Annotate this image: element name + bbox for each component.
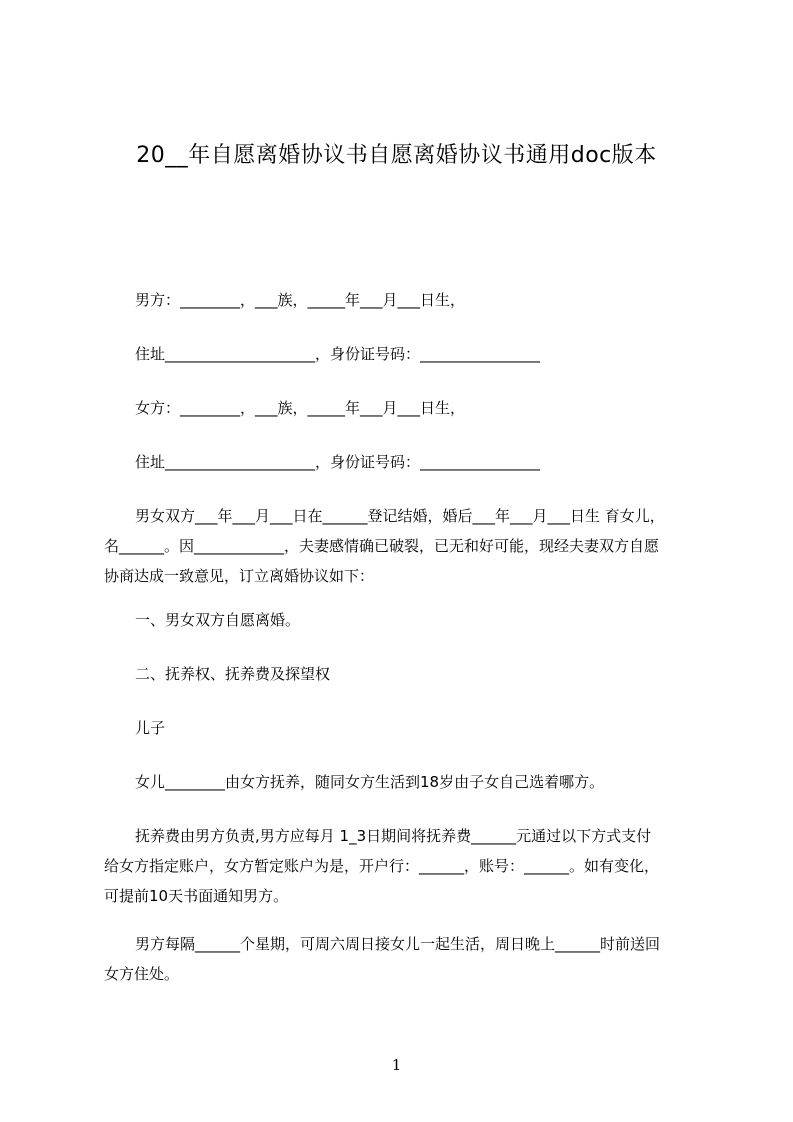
child-support-paragraph [104,821,704,911]
child-support-line-3: 可提前10天书面通知男方。 [104,887,289,905]
man-address-line: 住址____________________，身份证号码：________________ [135,345,541,363]
document-title: 20__年自愿离婚协议书自愿离婚协议书通用doc版本 [136,143,657,168]
man-info-line: 男方：________，___族，_____年___月___日生， [135,291,466,309]
clause-2-heading: 二、抚养权、抚养费及探望权 [135,665,331,683]
marriage-paragraph-line-1: 男女双方___年___月___日在______登记结婚，婚后___年___月___日生 育女儿， [135,507,665,525]
child-support-line-1: 抚养费由男方负责,男方应每月 1_3日期间将抚养费______元通过以下方式支付 [135,827,652,845]
daughter-line: 女儿________由女方抚养，随同女方生活到18岁由子女自己选着哪方。 [135,773,605,791]
marriage-paragraph [104,501,704,591]
clause-1-heading: 一、男女双方自愿离婚。 [135,611,301,629]
visitation-line-1: 男方每隔______个星期，可周六周日接女儿一起生活，周日晚上______时前送回 [135,935,661,953]
page-number: 1 [391,1056,402,1074]
son-line: 儿子 [135,719,166,737]
marriage-paragraph-line-2: 名______。因____________，夫妻感情确已破裂，已无和好可能，现经夫妻双方自愿 [104,537,660,555]
visitation-paragraph [104,929,704,989]
child-support-line-2: 给女方指定账户，女方暂定账户为是，开户行：______，账号：______。如有变化， [104,857,660,875]
visitation-line-2: 女方住处。 [104,965,180,983]
marriage-paragraph-line-3: 协商达成一致意见，订立离婚协议如下： [104,567,375,585]
woman-info-line: 女方：________，___族，_____年___月___日生， [135,399,466,417]
woman-address-line: 住址____________________，身份证号码：________________ [135,453,541,471]
